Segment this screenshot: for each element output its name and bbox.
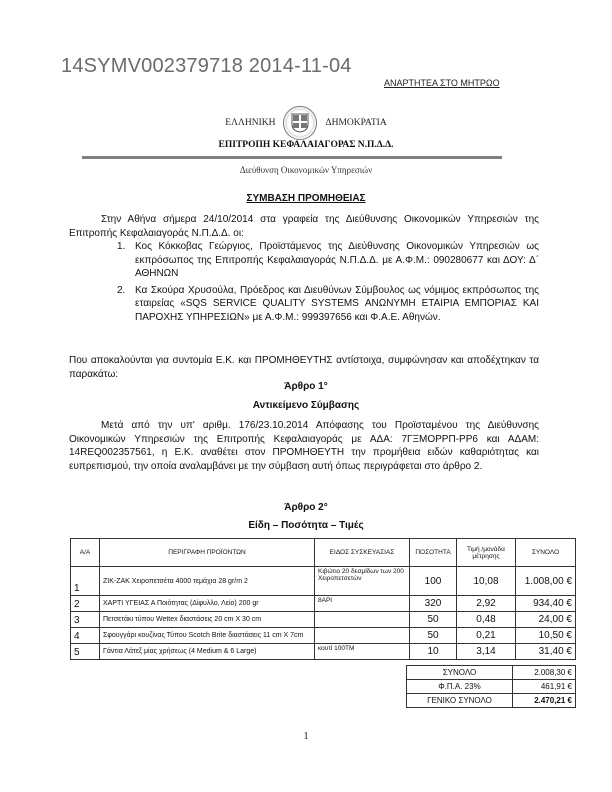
cell-packaging: Κιβώτιο 20 δεσμίδων των 200 Χειροπετσετών xyxy=(315,567,410,596)
letterhead-left-word: ΕΛΛΗΝΙΚΗ xyxy=(225,118,276,128)
totals-row-vat xyxy=(407,680,576,694)
cell-total: 24,00 € xyxy=(516,612,576,628)
party-item xyxy=(117,240,539,281)
intro-paragraph: Στην Αθήνα σήμερα 24/10/2014 στα γραφεία της Διεύθυνσης Οικονομικών Υπηρεσιών της Επιτροπής Κεφαλαιαγοράς Ν.Π.Δ.Δ. οι: xyxy=(69,214,539,239)
party-text: Κος Κόκκοβας Γεώργιος, Προϊστάμενος της Διεύθυνσης Οικονομικών Υπηρεσιών ως εκπρόσωπος της Επιτροπής Κεφαλαιαγοράς Ν.Π.Δ.Δ. με Α.Φ.Μ.: 090280677 και ΔΟΥ: Δ΄ ΑΘΗΝΩΝ xyxy=(135,241,539,280)
table-row xyxy=(71,596,576,612)
cell-packaging: 8ΑΡΙ xyxy=(315,596,410,612)
cell-description: Γάντια Λάτεξ μίας χρήσεως (4 Medium & 6 Large) xyxy=(100,644,315,660)
letterhead xyxy=(0,106,612,140)
cell-quantity: 50 xyxy=(410,612,457,628)
col-header-packaging: ΕΙΔΟΣ ΣΥΣΚΕΥΑΣΙΑΣ xyxy=(315,539,410,567)
cell-aa: 4 xyxy=(71,628,100,644)
cell-packaging xyxy=(315,628,410,644)
cell-unit-price: 3,14 xyxy=(457,644,516,660)
cell-aa: 5 xyxy=(71,644,100,660)
letterhead-right-word: ΔΗΜΟΚΡΑΤΙΑ xyxy=(325,118,387,128)
party-text: Κα Σκούρα Χρυσούλα, Πρόεδρος και Διευθύνων Σύμβουλος ως νόμιμος εκπρόσωπος της εταιρείας «SQS SERVICE QUALITY SYSTEMS ΑΝΩΝΥΜΗ ΕΤΑΙΡΙΑ ΕΜΠΟΡΙΑΣ ΚΑΙ ΠΑΡΟΧΗΣ ΥΠΗΡΕΣΙΩΝ» με Α.Φ.Μ.: 999397656 και Φ.Α.Ε. Αθηνών. xyxy=(135,284,539,323)
grand-total-value: 2.470,21 € xyxy=(513,694,576,708)
cell-quantity: 320 xyxy=(410,596,457,612)
totals-row-grand-total xyxy=(407,694,576,708)
cell-description: ΧΑΡΤΙ ΥΓΕΙΑΣ Α Ποιότητας (Δίφυλλο, Λείο) 200 gr xyxy=(100,596,315,612)
document-stamp: 14SYMV002379718 2014-11-04 xyxy=(61,55,352,77)
totals-row-subtotal xyxy=(407,666,576,680)
table-row xyxy=(71,628,576,644)
cell-packaging xyxy=(315,612,410,628)
cell-total: 10,50 € xyxy=(516,628,576,644)
cell-unit-price: 0,21 xyxy=(457,628,516,644)
cell-description: Σφουγγάρι κουζίνας Τύπου Scotch Brite διαστάσεις 11 cm X 7cm xyxy=(100,628,315,644)
subtotal-label: ΣΥΝΟΛΟ xyxy=(407,666,513,680)
subtotal-value: 2.008,30 € xyxy=(513,666,576,680)
vat-value: 461,91 € xyxy=(513,680,576,694)
party-number: 2. xyxy=(117,284,126,296)
cell-description: ZIK-ZAK Χειροπετσέτα 4000 τεμάχια 28 gr/m 2 xyxy=(100,567,315,596)
table-row xyxy=(71,644,576,660)
cell-quantity: 100 xyxy=(410,567,457,596)
col-header-description: ΠΕΡΙΓΡΑΦΗ ΠΡΟΪΟΝΤΩΝ xyxy=(100,539,315,567)
cell-total: 934,40 € xyxy=(516,596,576,612)
cell-unit-price: 2,92 xyxy=(457,596,516,612)
totals-table xyxy=(406,665,576,708)
coat-of-arms-icon xyxy=(283,106,317,140)
col-header-total: ΣΥΝΟΛΟ xyxy=(516,539,576,567)
header-separator xyxy=(82,156,502,159)
table-row xyxy=(71,567,576,596)
cell-unit-price: 10,08 xyxy=(457,567,516,596)
party-item xyxy=(117,284,539,325)
document-title: ΣΥΜΒΑΣΗ ΠΡΟΜΗΘΕΙΑΣ xyxy=(246,193,366,204)
col-header-quantity: ΠΟΣΟΤΗΤΑ xyxy=(410,539,457,567)
cell-description: Πετσετάκι τύπου Wettex διαστάσεις 20 cm X 30 cm xyxy=(100,612,315,628)
cell-total: 1.008,00 € xyxy=(516,567,576,596)
page-number: 1 xyxy=(303,731,309,742)
cell-aa: 3 xyxy=(71,612,100,628)
col-header-unit-price: Τιμή /μονάδα μέτρησης xyxy=(457,539,516,567)
cell-aa: 2 xyxy=(71,596,100,612)
organization-name: ΕΠΙΤΡΟΠΗ ΚΕΦΑΛΑΙΑΓΟΡΑΣ Ν.Π.Δ.Δ. xyxy=(218,140,394,150)
department-name: Διεύθυνση Οικονομικών Υπηρεσιών xyxy=(239,165,373,175)
parties-list xyxy=(117,240,539,328)
col-header-aa: Α/Α xyxy=(71,539,100,567)
cell-aa: 1 xyxy=(71,567,100,596)
grand-total-label: ΓΕΝΙΚΟ ΣΥΝΟΛΟ xyxy=(407,694,513,708)
vat-label: Φ.Π.Α. 23% xyxy=(407,680,513,694)
post-note: ΑΝΑΡΤΗΤΕΑ ΣΤΟ ΜΗΤΡΩΟ xyxy=(384,78,500,88)
cell-total: 31,40 € xyxy=(516,644,576,660)
agreement-paragraph: Που αποκαλούνται για συντομία Ε.Κ. και ΠΡΟΜΗΘΕΥΤΗΣ αντίστοιχα, συμφώνησαν και αποδέχτηκαν τα παρακάτω: xyxy=(69,355,539,380)
article-1-subheading: Αντικείμενο Σύμβασης xyxy=(252,400,360,411)
article-1-heading: Άρθρο 1° xyxy=(284,381,328,392)
table-header-row xyxy=(71,539,576,567)
cell-quantity: 50 xyxy=(410,628,457,644)
article-1-text: Μετά από την υπ' αριθμ. 176/23.10.2014 Απόφασης του Προϊσταμένου της Διεύθυνσης Οικονομικών Υπηρεσιών της Επιτροπής Κεφαλαιαγοράς με ΑΔΑ: 7ΓΞΜΟΡΡΠ-ΡΡ6 και ΑΔΑΜ: 14REQ002357561, η Ε.Κ. αναθέτει στον ΠΡΟΜΗΘΕΥΤΗ την προμήθεια ειδών καθαριότητας και ευπρεπισμού, την οποία αναλαμβάνει με την σύμβαση αυτή όπως περιγράφεται στο άρθρο 2. xyxy=(69,420,539,472)
party-number: 1. xyxy=(117,241,126,252)
cell-packaging: κουτί 100ΤΜ xyxy=(315,644,410,660)
article-2-subheading: Είδη – Ποσότητα – Τιμές xyxy=(248,520,364,531)
cell-quantity: 10 xyxy=(410,644,457,660)
cell-unit-price: 0,48 xyxy=(457,612,516,628)
items-table xyxy=(70,538,576,660)
article-2-heading: Άρθρο 2° xyxy=(284,502,328,513)
table-row xyxy=(71,612,576,628)
